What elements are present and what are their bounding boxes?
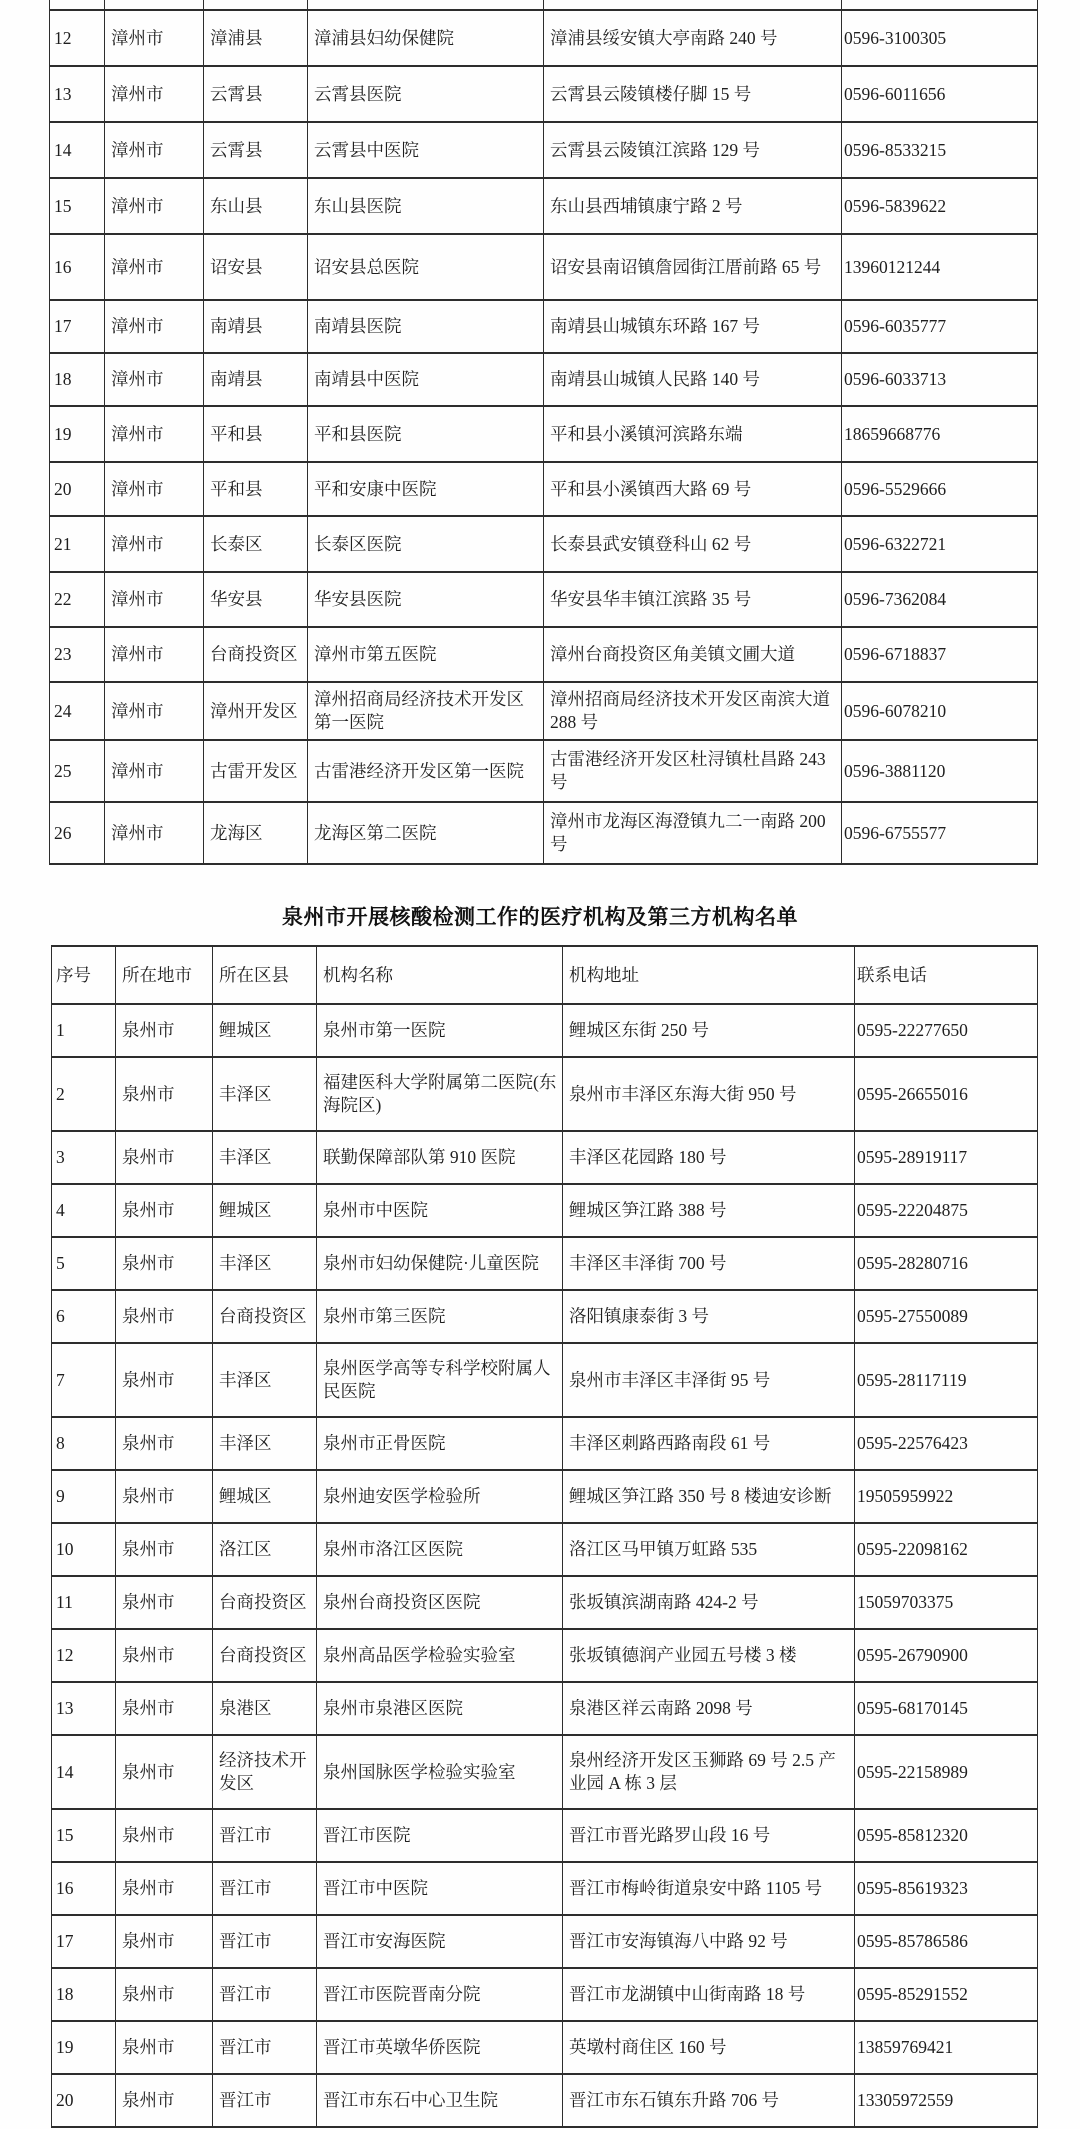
- phone-cell: 0596-3881120: [842, 740, 1038, 802]
- address-cell: 晋江市梅岭街道泉安中路 1105 号: [563, 1862, 855, 1915]
- name-cell: 晋江市东石中心卫生院: [317, 2074, 563, 2127]
- address-cell: 泉州市丰泽区丰泽街 95 号: [563, 1343, 855, 1417]
- table-row: [52, 1470, 1038, 1523]
- phone-cell: 0596-6035777: [842, 300, 1038, 353]
- table-row: [52, 1343, 1038, 1417]
- phone-cell: 0595-22204875: [855, 1184, 1038, 1237]
- address-cell: 泉港区祥云南路 2098 号: [563, 1682, 855, 1735]
- city-cell: 泉州市: [116, 1470, 213, 1523]
- name-cell: 泉州市妇幼保健院·儿童医院: [317, 1237, 563, 1290]
- city-cell: 泉州市: [116, 1576, 213, 1629]
- district-cell: 南靖县: [204, 353, 308, 406]
- table-row: [50, 10, 1038, 66]
- district-cell: 鲤城区: [213, 1004, 317, 1057]
- name-cell: 联勤保障部队第 910 医院: [317, 1131, 563, 1184]
- no-cell: 20: [52, 2074, 116, 2127]
- address-cell: 平和县小溪镇河滨路东端: [544, 406, 842, 462]
- phone-cell: 0596-6011656: [842, 66, 1038, 122]
- phone-cell: 0595-28280716: [855, 1237, 1038, 1290]
- table-row: [50, 353, 1038, 406]
- city-cell: 泉州市: [116, 1057, 213, 1131]
- address-cell: 云霄县云陵镇江滨路 129 号: [544, 122, 842, 178]
- phone-cell: 0596-6033713: [842, 353, 1038, 406]
- no-cell: 5: [52, 1237, 116, 1290]
- no-cell: 26: [50, 802, 105, 864]
- district-cell: 南靖县: [204, 300, 308, 353]
- table-row: [50, 406, 1038, 462]
- no-cell: 11: [52, 1576, 116, 1629]
- city-cell: 漳州市: [105, 300, 204, 353]
- city-cell: 漳州市: [105, 572, 204, 627]
- district-cell: 洛江区: [213, 1523, 317, 1576]
- no-cell: 18: [50, 353, 105, 406]
- zhangzhou-institutions-table: [49, 0, 1038, 865]
- name-cell: 泉州市洛江区医院: [317, 1523, 563, 1576]
- table-row: [52, 1131, 1038, 1184]
- phone-cell: 0595-85619323: [855, 1862, 1038, 1915]
- table-row: [52, 1004, 1038, 1057]
- no-cell: 12: [52, 1629, 116, 1682]
- district-cell: 晋江市: [213, 2074, 317, 2127]
- city-cell: 漳州市: [105, 682, 204, 740]
- no-cell: 20: [50, 462, 105, 516]
- address-cell: 云霄县云陵镇楼仔脚 15 号: [544, 66, 842, 122]
- phone-cell: 0595-85812320: [855, 1809, 1038, 1862]
- phone-cell: 0596-7362084: [842, 572, 1038, 627]
- address-cell: 泉州市丰泽区东海大街 950 号: [563, 1057, 855, 1131]
- phone-cell: 0596-6755577: [842, 802, 1038, 864]
- no-cell: 13: [50, 66, 105, 122]
- city-cell: 泉州市: [116, 1862, 213, 1915]
- column-header: 联系电话: [855, 946, 1038, 1004]
- table-row: [52, 1576, 1038, 1629]
- name-cell: 平和安康中医院: [308, 462, 544, 516]
- phone-cell: 15059703375: [855, 1576, 1038, 1629]
- phone-cell: 0596-5529666: [842, 462, 1038, 516]
- city-cell: 泉州市: [116, 1184, 213, 1237]
- address-cell: 泉州经济开发区玉狮路 69 号 2.5 产业园 A 栋 3 层: [563, 1735, 855, 1809]
- district-cell: 龙海区: [204, 802, 308, 864]
- no-cell: 3: [52, 1131, 116, 1184]
- district-cell: 台商投资区: [213, 1629, 317, 1682]
- table-row: [52, 1523, 1038, 1576]
- address-cell: 漳州台商投资区角美镇文圃大道: [544, 627, 842, 682]
- phone-cell: 0596-8533215: [842, 122, 1038, 178]
- table-row: [52, 1915, 1038, 1968]
- address-cell: 南靖县山城镇人民路 140 号: [544, 353, 842, 406]
- district-cell: 东山县: [204, 178, 308, 234]
- column-header: 机构地址: [563, 946, 855, 1004]
- no-cell: 15: [52, 1809, 116, 1862]
- phone-cell: 13305972559: [855, 2074, 1038, 2127]
- name-cell: 长泰区医院: [308, 516, 544, 572]
- phone-cell: 0596-6078210: [842, 682, 1038, 740]
- table-row: [52, 1862, 1038, 1915]
- name-cell: 晋江市英墩华侨医院: [317, 2021, 563, 2074]
- empty-cell: [842, 0, 1038, 10]
- city-cell: 漳州市: [105, 462, 204, 516]
- table-row: [50, 178, 1038, 234]
- phone-cell: 13960121244: [842, 234, 1038, 300]
- district-cell: 晋江市: [213, 1809, 317, 1862]
- no-cell: 22: [50, 572, 105, 627]
- name-cell: 平和县医院: [308, 406, 544, 462]
- no-cell: 16: [50, 234, 105, 300]
- phone-cell: 0595-22098162: [855, 1523, 1038, 1576]
- address-cell: 诏安县南诏镇詹园街江厝前路 65 号: [544, 234, 842, 300]
- quanzhou-table-title: 泉州市开展核酸检测工作的医疗机构及第三方机构名单: [282, 905, 798, 929]
- district-cell: 长泰区: [204, 516, 308, 572]
- phone-cell: 0596-5839622: [842, 178, 1038, 234]
- no-cell: 10: [52, 1523, 116, 1576]
- name-cell: 泉州市第三医院: [317, 1290, 563, 1343]
- table-row: [50, 462, 1038, 516]
- table-row: [50, 682, 1038, 740]
- name-cell: 漳州招商局经济技术开发区第一医院: [308, 682, 544, 740]
- address-cell: 南靖县山城镇东环路 167 号: [544, 300, 842, 353]
- name-cell: 南靖县医院: [308, 300, 544, 353]
- no-cell: 1: [52, 1004, 116, 1057]
- name-cell: 泉州市第一医院: [317, 1004, 563, 1057]
- table-row: [50, 66, 1038, 122]
- table-row: [52, 1682, 1038, 1735]
- district-cell: 古雷开发区: [204, 740, 308, 802]
- address-cell: 英墩村商住区 160 号: [563, 2021, 855, 2074]
- no-cell: 4: [52, 1184, 116, 1237]
- address-cell: 平和县小溪镇西大路 69 号: [544, 462, 842, 516]
- phone-cell: 0595-28919117: [855, 1131, 1038, 1184]
- district-cell: 晋江市: [213, 1862, 317, 1915]
- city-cell: 漳州市: [105, 353, 204, 406]
- name-cell: 晋江市医院: [317, 1809, 563, 1862]
- name-cell: 东山县医院: [308, 178, 544, 234]
- address-cell: 晋江市晋光路罗山段 16 号: [563, 1809, 855, 1862]
- city-cell: 漳州市: [105, 178, 204, 234]
- table-row: [52, 1290, 1038, 1343]
- city-cell: 漳州市: [105, 802, 204, 864]
- no-cell: 12: [50, 10, 105, 66]
- name-cell: 诏安县总医院: [308, 234, 544, 300]
- no-cell: 21: [50, 516, 105, 572]
- city-cell: 泉州市: [116, 2074, 213, 2127]
- empty-cell: [204, 0, 308, 10]
- city-cell: 泉州市: [116, 1809, 213, 1862]
- no-cell: 24: [50, 682, 105, 740]
- address-cell: 晋江市龙湖镇中山街南路 18 号: [563, 1968, 855, 2021]
- district-cell: 泉港区: [213, 1682, 317, 1735]
- no-cell: 19: [50, 406, 105, 462]
- name-cell: 泉州市中医院: [317, 1184, 563, 1237]
- no-cell: 2: [52, 1057, 116, 1131]
- name-cell: 泉州市泉港区医院: [317, 1682, 563, 1735]
- city-cell: 泉州市: [116, 1629, 213, 1682]
- phone-cell: 0596-3100305: [842, 10, 1038, 66]
- table-row: [50, 234, 1038, 300]
- name-cell: 古雷港经济开发区第一医院: [308, 740, 544, 802]
- quanzhou-table-header: [52, 946, 1038, 1004]
- district-cell: 台商投资区: [213, 1576, 317, 1629]
- name-cell: 华安县医院: [308, 572, 544, 627]
- empty-cell: [308, 0, 544, 10]
- table-row: [52, 1184, 1038, 1237]
- address-cell: 洛阳镇康泰街 3 号: [563, 1290, 855, 1343]
- table-row: [50, 627, 1038, 682]
- address-cell: 漳州市龙海区海澄镇九二一南路 200 号: [544, 802, 842, 864]
- table-row: [52, 2074, 1038, 2127]
- name-cell: 福建医科大学附属第二医院(东海院区): [317, 1057, 563, 1131]
- table-row: [52, 2021, 1038, 2074]
- city-cell: 泉州市: [116, 1343, 213, 1417]
- district-cell: 鲤城区: [213, 1184, 317, 1237]
- column-header: 序号: [52, 946, 116, 1004]
- city-cell: 漳州市: [105, 66, 204, 122]
- city-cell: 泉州市: [116, 1237, 213, 1290]
- city-cell: 漳州市: [105, 122, 204, 178]
- phone-cell: 0595-27550089: [855, 1290, 1038, 1343]
- address-cell: 丰泽区花园路 180 号: [563, 1131, 855, 1184]
- district-cell: 漳州开发区: [204, 682, 308, 740]
- address-cell: 晋江市东石镇东升路 706 号: [563, 2074, 855, 2127]
- no-cell: 23: [50, 627, 105, 682]
- empty-cell: [50, 0, 105, 10]
- city-cell: 漳州市: [105, 740, 204, 802]
- address-cell: 丰泽区丰泽街 700 号: [563, 1237, 855, 1290]
- city-cell: 泉州市: [116, 1004, 213, 1057]
- address-cell: 漳浦县绥安镇大亭南路 240 号: [544, 10, 842, 66]
- name-cell: 泉州国脉医学检验实验室: [317, 1735, 563, 1809]
- phone-cell: 0595-85786586: [855, 1915, 1038, 1968]
- no-cell: 7: [52, 1343, 116, 1417]
- city-cell: 漳州市: [105, 10, 204, 66]
- phone-cell: 19505959922: [855, 1470, 1038, 1523]
- phone-cell: 0595-22277650: [855, 1004, 1038, 1057]
- name-cell: 龙海区第二医院: [308, 802, 544, 864]
- phone-cell: 0595-22576423: [855, 1417, 1038, 1470]
- city-cell: 泉州市: [116, 1290, 213, 1343]
- name-cell: 云霄县中医院: [308, 122, 544, 178]
- address-cell: 丰泽区刺路西路南段 61 号: [563, 1417, 855, 1470]
- table-row: [50, 122, 1038, 178]
- district-cell: 丰泽区: [213, 1417, 317, 1470]
- address-cell: 漳州招商局经济技术开发区南滨大道 288 号: [544, 682, 842, 740]
- phone-cell: 0595-68170145: [855, 1682, 1038, 1735]
- column-header: 机构名称: [317, 946, 563, 1004]
- phone-cell: 0595-22158989: [855, 1735, 1038, 1809]
- name-cell: 晋江市安海医院: [317, 1915, 563, 1968]
- column-header: 所在区县: [213, 946, 317, 1004]
- table-row: [50, 300, 1038, 353]
- table-row: [50, 740, 1038, 802]
- district-cell: 台商投资区: [213, 1290, 317, 1343]
- no-cell: 17: [50, 300, 105, 353]
- phone-cell: 0595-85291552: [855, 1968, 1038, 2021]
- empty-cell: [105, 0, 204, 10]
- district-cell: 晋江市: [213, 1915, 317, 1968]
- empty-cell: [544, 0, 842, 10]
- district-cell: 经济技术开发区: [213, 1735, 317, 1809]
- table-row: [52, 1809, 1038, 1862]
- address-cell: 张坂镇德润产业园五号楼 3 楼: [563, 1629, 855, 1682]
- no-cell: 17: [52, 1915, 116, 1968]
- district-cell: 华安县: [204, 572, 308, 627]
- district-cell: 漳浦县: [204, 10, 308, 66]
- city-cell: 泉州市: [116, 1915, 213, 1968]
- address-cell: 鲤城区笋江路 350 号 8 楼迪安诊断: [563, 1470, 855, 1523]
- table-row: [52, 1735, 1038, 1809]
- district-cell: 丰泽区: [213, 1131, 317, 1184]
- district-cell: 平和县: [204, 406, 308, 462]
- address-cell: 张坂镇滨湖南路 424-2 号: [563, 1576, 855, 1629]
- phone-cell: 18659668776: [842, 406, 1038, 462]
- phone-cell: 0596-6718837: [842, 627, 1038, 682]
- address-cell: 华安县华丰镇江滨路 35 号: [544, 572, 842, 627]
- city-cell: 泉州市: [116, 2021, 213, 2074]
- city-cell: 泉州市: [116, 1682, 213, 1735]
- name-cell: 南靖县中医院: [308, 353, 544, 406]
- no-cell: 25: [50, 740, 105, 802]
- district-cell: 平和县: [204, 462, 308, 516]
- city-cell: 泉州市: [116, 1131, 213, 1184]
- no-cell: 13: [52, 1682, 116, 1735]
- table-row: [52, 1237, 1038, 1290]
- name-cell: 泉州高品医学检验实验室: [317, 1629, 563, 1682]
- cut-off-row: [50, 0, 1038, 10]
- district-cell: 云霄县: [204, 66, 308, 122]
- district-cell: 丰泽区: [213, 1057, 317, 1131]
- city-cell: 漳州市: [105, 234, 204, 300]
- no-cell: 14: [52, 1735, 116, 1809]
- district-cell: 丰泽区: [213, 1237, 317, 1290]
- phone-cell: 0596-6322721: [842, 516, 1038, 572]
- name-cell: 晋江市医院晋南分院: [317, 1968, 563, 2021]
- phone-cell: 13859769421: [855, 2021, 1038, 2074]
- address-cell: 古雷港经济开发区杜浔镇杜昌路 243 号: [544, 740, 842, 802]
- name-cell: 泉州迪安医学检验所: [317, 1470, 563, 1523]
- table-row: [52, 1057, 1038, 1131]
- address-cell: 洛江区马甲镇万虹路 535: [563, 1523, 855, 1576]
- table-row: [52, 1417, 1038, 1470]
- table-row: [50, 802, 1038, 864]
- address-cell: 鲤城区东街 250 号: [563, 1004, 855, 1057]
- address-cell: 鲤城区笋江路 388 号: [563, 1184, 855, 1237]
- phone-cell: 0595-28117119: [855, 1343, 1038, 1417]
- no-cell: 18: [52, 1968, 116, 2021]
- quanzhou-institutions-table: [51, 945, 1038, 2128]
- name-cell: 漳州市第五医院: [308, 627, 544, 682]
- city-cell: 泉州市: [116, 1417, 213, 1470]
- no-cell: 16: [52, 1862, 116, 1915]
- phone-cell: 0595-26790900: [855, 1629, 1038, 1682]
- city-cell: 漳州市: [105, 516, 204, 572]
- city-cell: 漳州市: [105, 627, 204, 682]
- district-cell: 台商投资区: [204, 627, 308, 682]
- name-cell: 漳浦县妇幼保健院: [308, 10, 544, 66]
- district-cell: 晋江市: [213, 2021, 317, 2074]
- table-row: [50, 516, 1038, 572]
- table-row: [52, 1629, 1038, 1682]
- header-row: [52, 946, 1038, 1004]
- city-cell: 泉州市: [116, 1523, 213, 1576]
- address-cell: 晋江市安海镇海八中路 92 号: [563, 1915, 855, 1968]
- name-cell: 泉州市正骨医院: [317, 1417, 563, 1470]
- table-row: [50, 572, 1038, 627]
- no-cell: 8: [52, 1417, 116, 1470]
- no-cell: 19: [52, 2021, 116, 2074]
- no-cell: 9: [52, 1470, 116, 1523]
- city-cell: 泉州市: [116, 1968, 213, 2021]
- address-cell: 东山县西埔镇康宁路 2 号: [544, 178, 842, 234]
- name-cell: 泉州医学高等专科学校附属人民医院: [317, 1343, 563, 1417]
- table-row: [52, 1968, 1038, 2021]
- phone-cell: 0595-26655016: [855, 1057, 1038, 1131]
- district-cell: 晋江市: [213, 1968, 317, 2021]
- district-cell: 诏安县: [204, 234, 308, 300]
- city-cell: 泉州市: [116, 1735, 213, 1809]
- name-cell: 云霄县医院: [308, 66, 544, 122]
- district-cell: 鲤城区: [213, 1470, 317, 1523]
- address-cell: 长泰县武安镇登科山 62 号: [544, 516, 842, 572]
- no-cell: 14: [50, 122, 105, 178]
- district-cell: 云霄县: [204, 122, 308, 178]
- name-cell: 泉州台商投资区医院: [317, 1576, 563, 1629]
- district-cell: 丰泽区: [213, 1343, 317, 1417]
- column-header: 所在地市: [116, 946, 213, 1004]
- no-cell: 15: [50, 178, 105, 234]
- no-cell: 6: [52, 1290, 116, 1343]
- city-cell: 漳州市: [105, 406, 204, 462]
- name-cell: 晋江市中医院: [317, 1862, 563, 1915]
- zhangzhou-table-body: [50, 0, 1038, 864]
- quanzhou-table-body: [52, 1004, 1038, 2127]
